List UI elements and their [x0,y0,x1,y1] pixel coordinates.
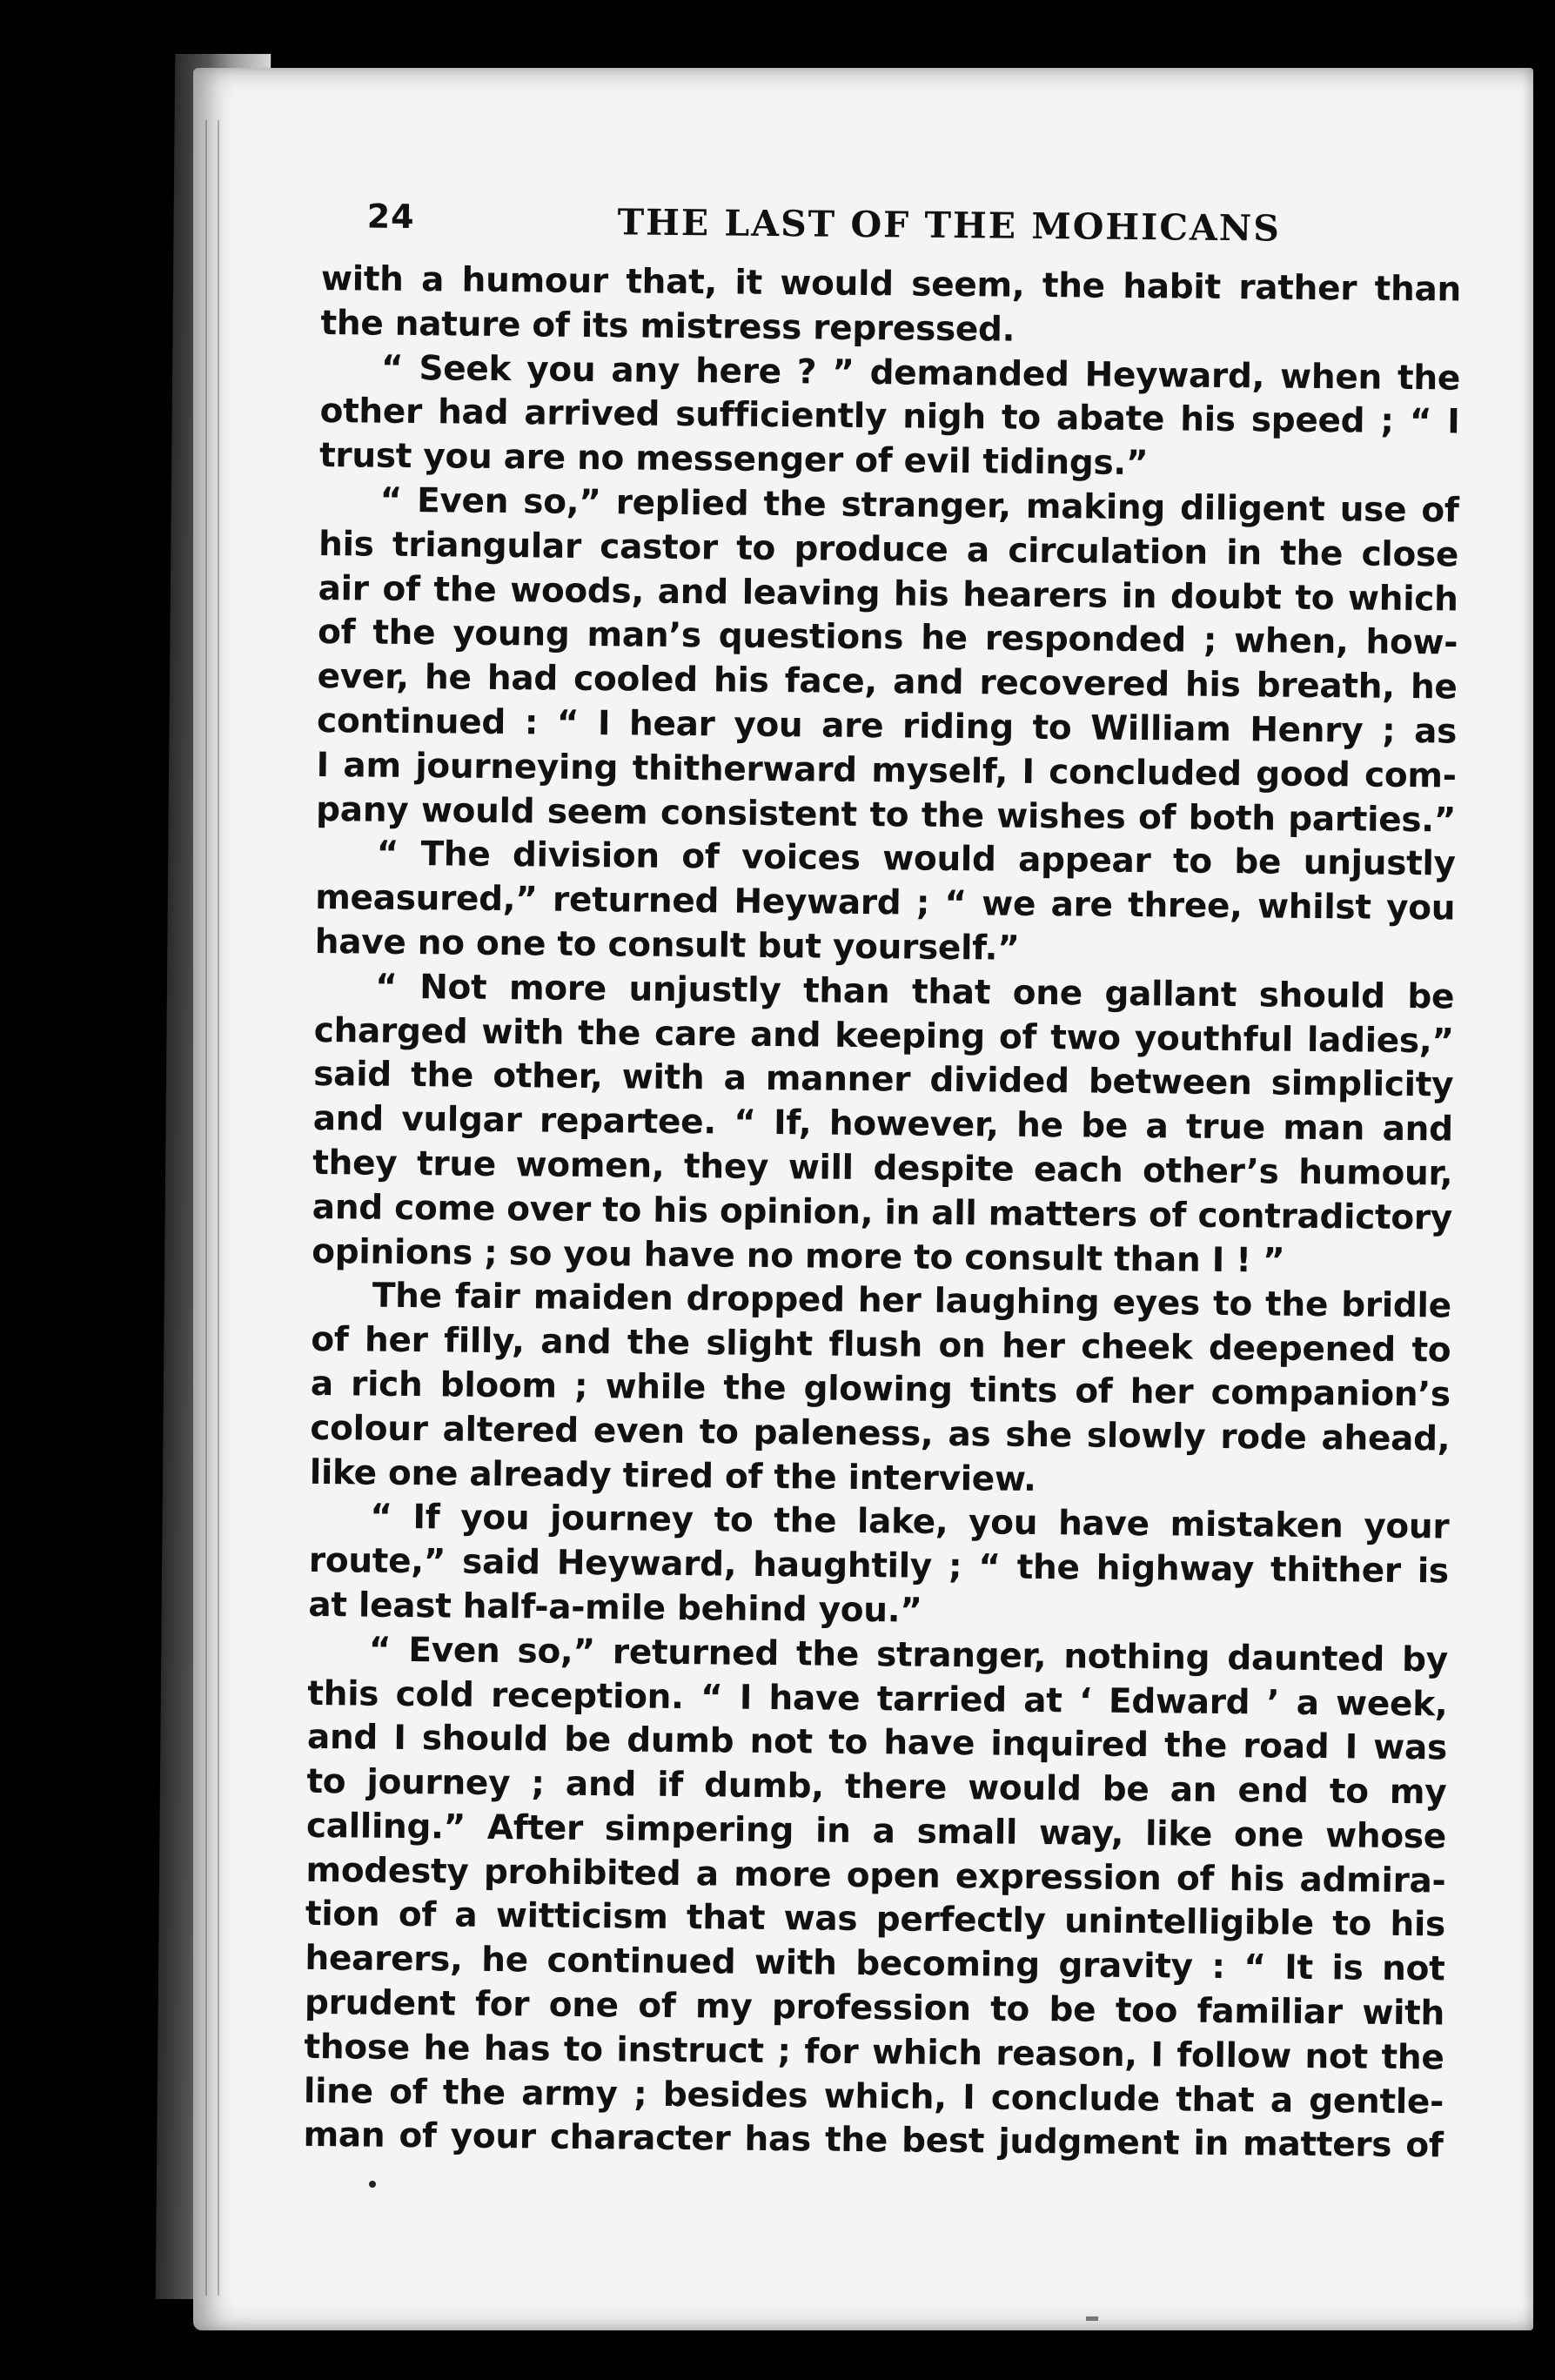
text-line: trust you are no messenger of evil tidings.” [318,436,1149,484]
page-text-block [303,191,1462,2169]
text-line: said the other, with a manner divided between simplicity [313,1055,1454,1105]
stray-mark [369,2181,376,2188]
text-line: the nature of its mistress repressed. [320,303,1015,350]
stray-mark [1086,2316,1098,2321]
text-line: other had arrived sufficiently nigh to abate his speed ; “ I [319,392,1460,442]
page-stack-line [218,120,219,2296]
text-line: modesty prohibited a more open expression of his admira- [305,1850,1446,1901]
page-stack-line [205,120,207,2296]
text-line: prudent for one of my profession to be too familiar with [304,1982,1445,2034]
text-line: his triangular castor to produce a circulation in the close [318,524,1459,575]
text-line: ever, he had cooled his face, and recovered his breath, he [317,657,1458,707]
text-line: and I should be dumb not to have inquired the road I was [306,1718,1448,1768]
text-line: this cold reception. “ I have tarried at ‘ Edward ’ a week, [307,1673,1448,1724]
text-line: man of your character has the best judgment in matters of [303,2115,1444,2166]
text-line: route,” said Heyward, haughtily ; “ the highway thither is [308,1541,1450,1592]
text-line: hearers, he continued with becoming gravity : “ It is not [305,1939,1445,1989]
text-line: have no one to consult but yourself.” [314,922,1020,969]
text-line: they true women, they will despite each other’s humour, [312,1143,1453,1194]
text-line: “ Even so,” replied the stranger, making diligent use of [379,480,1459,531]
text-line: and come over to his opinion, in all matters of contradictory [312,1187,1453,1238]
text-line: of her filly, and the slight flush on her cheek deepened to [311,1320,1451,1371]
text-line: those he has to instruct ; for which reason, I follow not the [304,2027,1444,2078]
text-line: “ Not more unjustly than that one gallant should be [375,967,1455,1017]
text-line: “ Even so,” returned the stranger, nothing daunted by [368,1630,1449,1680]
text-line: The fair maiden dropped her laughing eyes to the bridle [372,1276,1451,1326]
text-line: tion of a witticism that was perfectly unintelligible to his [305,1894,1446,1945]
running-header [321,191,1462,264]
text-line: colour altered even to paleness, as she slowly rode ahead, [310,1408,1451,1459]
page-number: 24 [366,197,415,237]
text-line: of the young man’s questions he responded ; when, how- [317,613,1458,663]
text-line: and vulgar repartee. “ If, however, he be a true man and [312,1099,1453,1150]
body-text [303,258,1461,2169]
text-line: like one already tired of the interview. [309,1452,1036,1499]
text-line: charged with the care and keeping of two youthful ladies,” [313,1010,1454,1062]
text-line: air of the woods, and leaving his hearers in doubt to which [318,568,1458,620]
text-line: line of the army ; besides which, I conclude that a gentle- [303,2071,1444,2122]
text-line: “ Seek you any here ? ” demanded Heyward, when the [380,348,1461,399]
text-line: “ If you journey to the lake, you have mistaken your [370,1497,1450,1547]
text-line: pany would seem consistent to the wishes of both parties.” [315,789,1457,841]
text-line: measured,” returned Heyward ; “ we are three, whilst you [314,878,1456,929]
text-line: I am journeying thitherward myself, I concluded good com- [316,745,1457,796]
text-line: opinions ; so you have no more to consult than I ! ” [312,1231,1285,1281]
running-title: THE LAST OF THE MOHICANS [617,201,1282,250]
text-line: a rich bloom ; while the glowing tints of her companion’s [310,1364,1451,1415]
text-line: to journey ; and if dumb, there would be an end to my [306,1762,1447,1813]
text-line: calling.” After simpering in a small way, like one whose [305,1806,1447,1857]
text-line: at least half-a-mile behind you.” [308,1585,922,1631]
text-line: with a humour that, it would seem, the habit rather than [320,258,1462,310]
text-line: continued : “ I hear you are riding to William Henry ; as [316,701,1458,752]
text-line: “ The division of voices would appear to be unjustly [376,834,1456,884]
